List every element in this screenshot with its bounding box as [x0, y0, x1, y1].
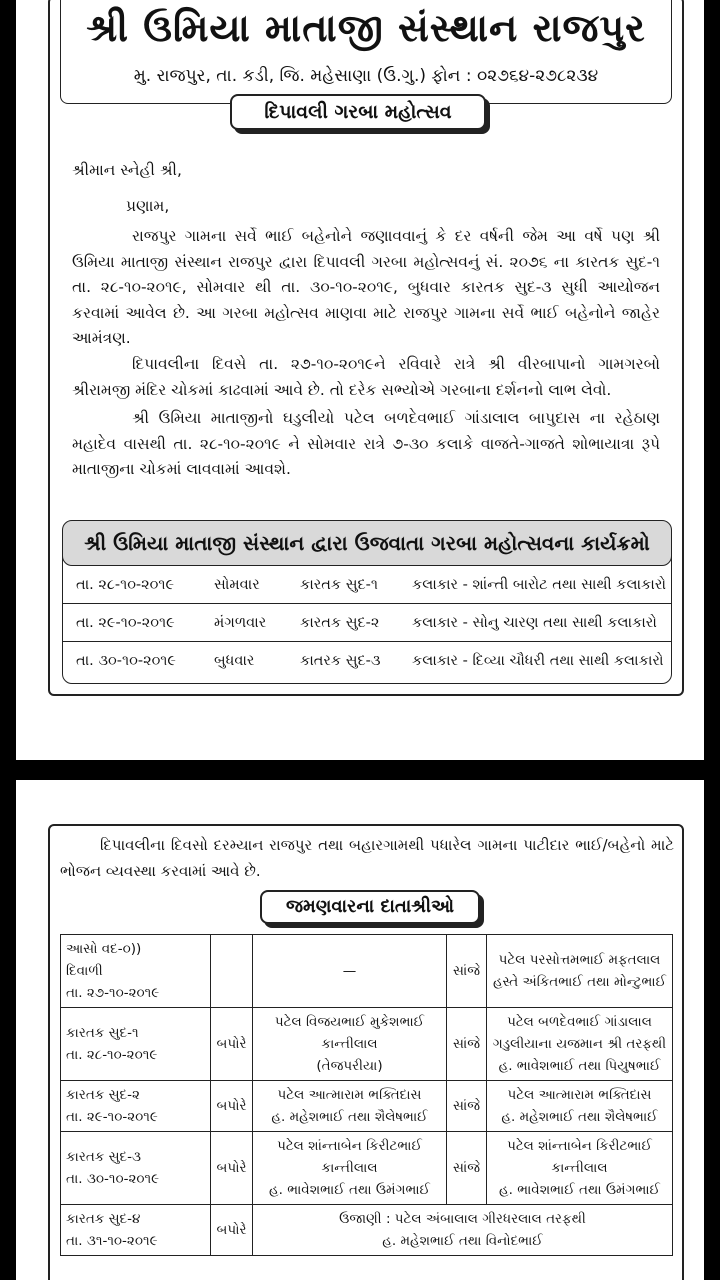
lunch-label: બપોરે	[211, 1008, 253, 1081]
donor-date-cell: કારતક સુદ-૪ તા. ૩૧-૧૦-૨૦૧૯	[61, 1205, 211, 1256]
programme-artist: કલાકાર - સોનુ ચારણ તથા સાથી કલાકારો	[412, 615, 657, 631]
table-row	[61, 935, 673, 1008]
feast-donor: ઉજાણી : પટેલ અંબાલાલ ગીરધરલાલ તરફથી હ. મહેશભાઈ તથા વિનોદભાઈ	[253, 1205, 673, 1256]
programme-day: સોમવાર	[214, 577, 260, 593]
programme-date: તા. ૨૮-૧૦-૨૦૧૯	[76, 577, 175, 593]
lunch-donor: —	[253, 935, 447, 1008]
lunch-label: બપોરે	[211, 1205, 253, 1256]
dinner-label: સાંજે	[447, 1008, 487, 1081]
programme-tithi: કાતરક સુદ-૩	[300, 653, 381, 669]
organization-title: શ્રી ઉમિયા માતાજી સંસ્થાન રાજપુર	[86, 6, 646, 50]
letter-greeting: પ્રણામ,	[126, 197, 170, 215]
letter-salutation: શ્રીમાન સ્નેહી શ્રી,	[72, 161, 182, 179]
programme-artist: કલાકાર - દિવ્યા ચૌધરી તથા સાથી કલાકારો	[412, 653, 664, 669]
donor-date-cell: કારતક સુદ-૧ તા. ૨૮-૧૦-૨૦૧૯	[61, 1008, 211, 1081]
programme-date: તા. ૨૯-૧૦-૨૦૧૯	[76, 615, 175, 631]
programme-day: બુધવાર	[214, 653, 255, 669]
letter-paragraph: રાજપુર ગામના સર્વે ભાઈ બહેનોને જણાવવાનું કે દર વર્ષની જેમ આ વર્ષે પણ શ્રી ઉમિયા માતાજી સંસ્થાન રાજપુર દ્વારા દિપાવલી ગરબા મહોત્સવનું સં. ૨૦૭૬ ના કારતક સુદ-૧ તા. ૨૮-૧૦-૨૦૧૯, સોમવાર થી તા. ૩૦-૧૦-૨૦૧૯, બુધવાર કારતક સુદ-૩ સુધી આયોજન કરવામાં આવેલ છે. આ ગરબા મહોત્સવ માણવા માટે રાજપુર ગામના સર્વે ભાઈ બહેનોને જાહેર આમંત્રણ.	[72, 227, 660, 348]
donor-date-cell: આસો વદ-૦)) દિવાળી તા. ૨૭-૧૦-૨૦૧૯	[61, 935, 211, 1008]
programme-day: મંગળવાર	[214, 615, 267, 631]
dinner-label: સાંજે	[447, 1132, 487, 1205]
lunch-label	[211, 935, 253, 1008]
lunch-donor: પટેલ શાંન્તાબેન કિરીટભાઈ કાન્તીલાલ હ. ભાવેશભાઈ તથા ઉમંગભાઈ	[253, 1132, 447, 1205]
programme-row	[62, 604, 672, 642]
programme-tithi: કારતક સુદ-૧	[300, 577, 378, 593]
dinner-label: સાંજે	[447, 935, 487, 1008]
donors-table	[60, 934, 673, 1256]
programme-row	[62, 566, 672, 604]
invitation-page-1	[16, 0, 704, 760]
programme-heading: શ્રી ઉમિયા માતાજી સંસ્થાન દ્વારા ઉજવાતા ગરબા મહોત્સવના કાર્યક્રમો	[62, 520, 672, 566]
invitation-page-2	[16, 780, 704, 1280]
food-arrangement-notice: દિપાવલીના દિવસો દરમ્યાન રાજપુર તથા બહારગામથી પધારેલ ગામના પાટીદાર ભાઈ/બહેનો માટે ભોજન વ્યવસ્થા કરવામાં આવે છે.	[60, 836, 674, 880]
programme-row	[62, 642, 672, 680]
donor-date-cell: કારતક સુદ-૩ તા. ૩૦-૧૦-૨૦૧૯	[61, 1132, 211, 1205]
programme-artist: કલાકાર - શાંન્તી બારોટ તથા સાથી કલાકારો	[412, 577, 666, 593]
event-title-badge: દિપાવલી ગરબા મહોત્સવ	[230, 94, 486, 130]
programme-tithi: કારતક સુદ-૨	[300, 615, 380, 631]
letter-paragraph: દિપાવલીના દિવસે તા. ૨૭-૧૦-૨૦૧૯ને રવિવારે રાત્રે શ્રી વીરબાપાનો ગામગરબો શ્રીરામજી મંદિર ચોકમાં કાઢવામાં આવે છે. તો દરેક સભ્યોએ ગરબાના દર્શનનો લાભ લેવો.	[72, 355, 660, 399]
table-row	[61, 1008, 673, 1081]
dinner-donor: પટેલ આત્મારામ ભક્તિદાસ હ. મહેશભાઈ તથા શૈલેષભાઈ	[487, 1081, 673, 1132]
table-row	[61, 1132, 673, 1205]
lunch-donor: પટેલ વિજયભાઈ મુકેશભાઈ કાન્તીલાલ (તેજપરીયા)	[253, 1008, 447, 1081]
lunch-label: બપોરે	[211, 1132, 253, 1205]
lunch-donor: પટેલ આત્મારામ ભક્તિદાસ હ. મહેશભાઈ તથા શૈલેષભાઈ	[253, 1081, 447, 1132]
organization-address: મુ. રાજપુર, તા. કડી, જિ. મહેસાણા (ઉ.ગુ.) ફોન : ૦૨૭૬૪-૨૭૮૨૩૪	[133, 66, 599, 86]
programme-date: તા. ૩૦-૧૦-૨૦૧૯	[76, 653, 176, 669]
letter-paragraph: શ્રી ઉમિયા માતાજીનો ઘડુલીયો પટેલ બળદેવભાઈ ગાંડાલાલ બાપુદાસ ના રહેઠાણ મહાદેવ વાસથી તા. ૨૮-૧૦-૨૦૧૯ ને સોમવાર રાત્રે ૭-૩૦ કલાકે વાજતે-ગાજતે શોભાયાત્રા રૂપે માતાજીના ચોકમાં લાવવામાં આવશે.	[72, 409, 660, 479]
donor-date-cell: કારતક સુદ-૨ તા. ૨૯-૧૦-૨૦૧૯	[61, 1081, 211, 1132]
table-row	[61, 1081, 673, 1132]
dinner-donor: પટેલ શાંન્તાબેન કિરીટભાઈ કાન્તીલાલ હ. ભાવેશભાઈ તથા ઉમંગભાઈ	[487, 1132, 673, 1205]
dinner-donor: પટેલ પરસોત્તમભાઈ મફતલાલ હસ્તે અંકિતભાઈ તથા મોન્ટુભાઈ	[487, 935, 673, 1008]
donors-title-badge: જમણવારના દાતાશ્રીઓ	[260, 890, 480, 924]
dinner-label: સાંજે	[447, 1081, 487, 1132]
table-row	[61, 1205, 673, 1256]
lunch-label: બપોરે	[211, 1081, 253, 1132]
dinner-donor: પટેલ બળદેવભાઈ ગાંડાલાલ ગડુલીયાના યજમાન શ્રી તરફથી હ. ભાવેશભાઈ તથા પિયુષભાઈ	[487, 1008, 673, 1081]
